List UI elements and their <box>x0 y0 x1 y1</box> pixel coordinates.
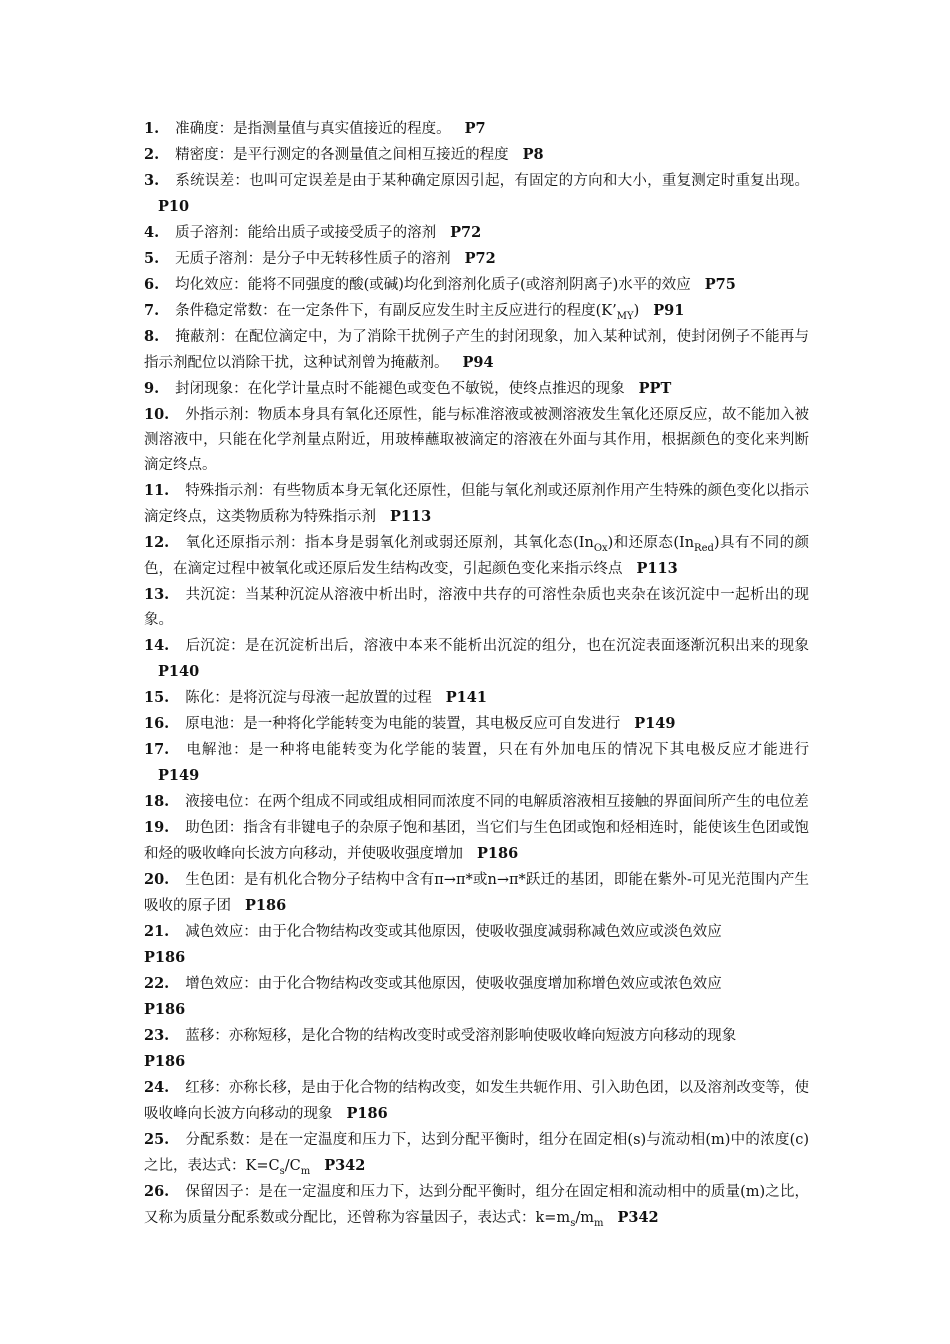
item-text: 蓝移：亦称短移，是化合物的结构改变时或受溶剂影响使吸收峰向短波方向移动的现象 <box>185 1028 737 1044</box>
page-reference: P342 <box>324 1157 366 1174</box>
item-text: 增色效应：由于化合物结构改变或其他原因，使吸收强度增加称增色效应或浓色效应 <box>185 976 722 992</box>
item-text-tail: /C <box>284 1158 301 1174</box>
item-text: 条件稳定常数：在一定条件下，有副反应发生时主反应进行的程度(K’ <box>175 303 617 319</box>
definition-item <box>144 737 809 789</box>
item-text: 氧化还原指示剂：指本身是弱氧化剂或弱还原剂，其氧化态(In <box>185 535 594 551</box>
item-text: 质子溶剂：能给出质子或接受质子的溶剂 <box>175 225 437 241</box>
subscript: MY <box>616 310 634 322</box>
subscript: Ox <box>593 542 608 554</box>
item-number: 16. <box>144 715 170 732</box>
definition-item <box>144 919 809 971</box>
page-reference: P72 <box>464 250 496 267</box>
item-text-tail: /m <box>575 1210 594 1226</box>
page-reference: P186 <box>245 897 287 914</box>
definition-item <box>144 971 809 1023</box>
item-number: 12. <box>144 534 170 551</box>
definition-item <box>144 789 809 815</box>
definition-item <box>144 867 809 919</box>
page-reference: P186 <box>144 1053 186 1070</box>
definition-item <box>144 298 809 324</box>
definition-item <box>144 116 809 142</box>
item-text: 助色团：指含有非键电子的杂原子饱和基团，当它们与生色团或饱和烃相连时，能使该生色团或饱和烃的吸收峰向长波方向移动，并使吸收强度增加 <box>144 820 809 862</box>
item-text: 无质子溶剂：是分子中无转移性质子的溶剂 <box>175 251 451 267</box>
page-reference: P186 <box>477 845 519 862</box>
definition-item <box>144 685 809 711</box>
item-number: 26. <box>144 1183 170 1200</box>
page-reference: P149 <box>634 715 676 732</box>
item-text: 准确度：是指测量值与真实值接近的程度。 <box>175 121 451 137</box>
item-text: 共沉淀：当某种沉淀从溶液中析出时，溶液中共存的可溶性杂质也夹杂在该沉淀中一起析出的现象。 <box>144 587 809 628</box>
definition-item <box>144 633 809 685</box>
item-text: 分配系数：是在一定温度和压力下，达到分配平衡时，组分在固定相(s)与流动相(m)中的浓度(c)之比，表达式：K=C <box>144 1132 809 1174</box>
definition-item <box>144 220 809 246</box>
subscript: s <box>570 1217 576 1229</box>
item-text: 外指示剂：物质本身具有氧化还原性，能与标准溶液或被测溶液发生氧化还原反应，故不能加入被测溶液中，只能在化学剂量点附近，用玻棒蘸取被滴定的溶液在外面与其作用，根据颜色的变化来判断滴定终点。 <box>144 407 809 473</box>
page-reference: P72 <box>450 224 482 241</box>
item-number: 25. <box>144 1131 170 1148</box>
item-text: 精密度：是平行测定的各测量值之间相互接近的程度 <box>175 147 509 163</box>
definition-item <box>144 324 809 376</box>
item-number: 10. <box>144 406 170 423</box>
definition-item <box>144 168 809 220</box>
subscript: Red <box>694 542 714 554</box>
item-number: 4. <box>144 224 160 241</box>
subscript: s <box>279 1165 285 1177</box>
definition-item <box>144 1127 809 1179</box>
item-number: 8. <box>144 328 160 345</box>
item-number: 17. <box>144 741 170 758</box>
item-text: 生色团：是有机化合物分子结构中含有π→π*或n→π*跃迁的基团，即能在紫外-可见光范围内产生吸收的原子团 <box>144 872 809 914</box>
item-number: 18. <box>144 793 170 810</box>
item-number: 21. <box>144 923 170 940</box>
page-reference: P186 <box>346 1105 388 1122</box>
page-reference: P141 <box>445 689 487 706</box>
page-reference: P149 <box>158 767 200 784</box>
item-text-tail: )和还原态(In <box>607 535 695 551</box>
page-reference: P75 <box>704 276 736 293</box>
page-reference: P186 <box>144 949 186 966</box>
definition-item <box>144 711 809 737</box>
document-body <box>144 116 809 1231</box>
item-text: 电解池：是一种将电能转变为化学能的装置，只在有外加电压的情况下其电极反应才能进行 <box>185 742 809 758</box>
item-number: 20. <box>144 871 170 888</box>
item-number: 11. <box>144 482 170 499</box>
item-number: 24. <box>144 1079 170 1096</box>
page-reference: P94 <box>462 354 494 371</box>
page-reference: PPT <box>638 380 672 397</box>
item-number: 1. <box>144 120 160 137</box>
definition-item <box>144 530 809 582</box>
item-number: 7. <box>144 302 160 319</box>
item-number: 23. <box>144 1027 170 1044</box>
definition-item <box>144 376 809 402</box>
item-text: 系统误差：也叫可定误差是由于某种确定原因引起，有固定的方向和大小，重复测定时重复出现。 <box>175 173 809 189</box>
definition-item <box>144 582 809 633</box>
item-text: 后沉淀：是在沉淀析出后，溶液中本来不能析出沉淀的组分，也在沉淀表面逐渐沉积出来的现象 <box>185 638 809 654</box>
definition-item <box>144 1179 809 1231</box>
page-reference: P342 <box>617 1209 659 1226</box>
item-number: 22. <box>144 975 170 992</box>
item-text: 保留因子：是在一定温度和压力下，达到分配平衡时，组分在固定相和流动相中的质量(m)之比，又称为质量分配系数或分配比，还曾称为容量因子，表达式：k=m <box>144 1184 809 1226</box>
item-text: 均化效应：能将不同强度的酸(或碱)均化到溶剂化质子(或溶剂阴离子)水平的效应 <box>175 277 691 293</box>
item-text: 掩蔽剂：在配位滴定中，为了消除干扰例子产生的封闭现象，加入某种试剂，使封闭例子不能再与指示剂配位以消除干扰，这种试剂曾为掩蔽剂。 <box>144 329 809 371</box>
item-number: 13. <box>144 586 170 603</box>
page-reference: P91 <box>653 302 685 319</box>
page-reference: P10 <box>158 198 190 215</box>
definition-item <box>144 142 809 168</box>
page-reference: P113 <box>636 560 678 577</box>
definition-item <box>144 478 809 530</box>
page-reference: P113 <box>390 508 432 525</box>
item-text: 红移：亦称长移，是由于化合物的结构改变，如发生共轭作用、引入助色团，以及溶剂改变等，使吸收峰向长波方向移动的现象 <box>144 1080 809 1122</box>
item-number: 5. <box>144 250 160 267</box>
subscript: m <box>300 1165 311 1177</box>
page-reference: P7 <box>464 120 486 137</box>
item-text-tail: )具有不同的颜色，在滴定过程中被氧化或还原后发生结构改变，引起颜色变化来指示终点 <box>144 535 809 577</box>
item-text: 陈化：是将沉淀与母液一起放置的过程 <box>185 690 432 706</box>
page-reference: P140 <box>158 663 200 680</box>
definition-item <box>144 246 809 272</box>
page-reference: P186 <box>144 1001 186 1018</box>
definition-item <box>144 1023 809 1075</box>
definition-item <box>144 402 809 478</box>
item-number: 6. <box>144 276 160 293</box>
item-number: 14. <box>144 637 170 654</box>
item-text: 液接电位：在两个组成不同或组成相同而浓度不同的电解质溶液相互接触的界面间所产生的电位差 <box>185 794 809 810</box>
item-text-tail: ) <box>633 303 640 319</box>
definition-item <box>144 815 809 867</box>
definition-item <box>144 1075 809 1127</box>
item-number: 19. <box>144 819 170 836</box>
item-text: 减色效应：由于化合物结构改变或其他原因，使吸收强度减弱称减色效应或淡色效应 <box>185 924 722 940</box>
page-reference: P8 <box>522 146 544 163</box>
subscript: m <box>593 1217 604 1229</box>
item-text: 原电池：是一种将化学能转变为电能的装置，其电极反应可自发进行 <box>185 716 621 732</box>
item-number: 3. <box>144 172 160 189</box>
item-number: 9. <box>144 380 160 397</box>
definition-item <box>144 272 809 298</box>
item-text: 封闭现象：在化学计量点时不能褪色或变色不敏锐，使终点推迟的现象 <box>175 381 625 397</box>
item-text: 特殊指示剂：有些物质本身无氧化还原性，但能与氧化剂或还原剂作用产生特殊的颜色变化以指示滴定终点，这类物质称为特殊指示剂 <box>144 483 809 525</box>
item-number: 2. <box>144 146 160 163</box>
item-number: 15. <box>144 689 170 706</box>
